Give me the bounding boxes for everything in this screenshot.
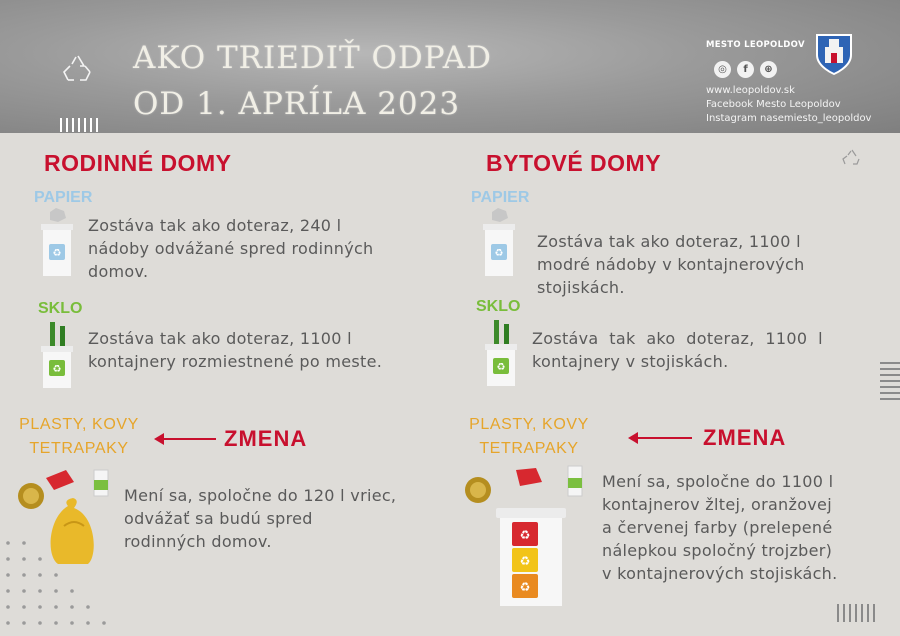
category-label-paper: PAPIER	[471, 189, 530, 206]
svg-text:♻: ♻	[519, 554, 531, 568]
plastic-label-line1: PLASTY, KOVY	[469, 416, 589, 433]
glass-text-line2: kontajnery rozmiestnené po meste.	[88, 352, 383, 371]
recycle-icon	[60, 52, 96, 86]
social-icons	[714, 61, 777, 78]
plastic-text-line3: a červenej farby (prelepené	[602, 518, 833, 537]
plastic-text-line1: Mení sa, spoločne do 120 l vriec,	[124, 486, 397, 505]
facebook-icon[interactable]: f	[737, 61, 754, 78]
svg-text:♻: ♻	[519, 528, 531, 542]
decorative-stripes	[60, 118, 98, 132]
plastic-text-line2: kontajnerov žltej, oranžovej	[602, 495, 832, 514]
plastic-text-line5: v kontajnerových stojiskách.	[602, 564, 838, 583]
facebook-link[interactable]: Facebook Mesto Leopoldov	[706, 99, 841, 110]
svg-text:♻: ♻	[52, 248, 62, 259]
paper-text-line3: domov.	[88, 262, 149, 281]
page-title-line2: OD 1. APRÍLA 2023	[133, 86, 461, 122]
svg-text:♻: ♻	[494, 248, 504, 259]
section-title-family-houses: RODINNÉ DOMY	[44, 150, 232, 176]
decorative-stripes	[837, 604, 875, 622]
arrow-left-icon	[630, 437, 692, 439]
svg-text:♻: ♻	[52, 364, 62, 375]
town-crest-icon	[815, 29, 853, 75]
instagram-icon[interactable]: ◎	[714, 61, 731, 78]
svg-text:♻: ♻	[519, 580, 531, 594]
category-label-glass: SKLO	[476, 298, 521, 315]
paper-text-line2: modré nádoby v kontajnerových	[537, 255, 805, 274]
arrow-left-icon	[156, 438, 216, 440]
section-title-apartment-buildings: BYTOVÉ DOMY	[486, 150, 662, 176]
glass-text-line1: Zostáva tak ako doteraz, 1100 l	[532, 329, 823, 348]
glass-text-line1: Zostáva tak ako doteraz, 1100 l	[88, 329, 352, 348]
tri-container-icon	[464, 464, 590, 610]
decorative-dots	[0, 535, 110, 635]
instagram-link[interactable]: Instagram nasemiesto_leopoldov	[706, 113, 872, 124]
paper-text-line1: Zostáva tak ako doteraz, 240 l	[88, 216, 342, 235]
town-name: MESTO LEOPOLDOV	[706, 40, 805, 50]
category-label-plastic	[14, 413, 144, 461]
plastic-text-line3: rodinných domov.	[124, 532, 272, 551]
page-title-line1: AKO TRIEDIŤ ODPAD	[133, 40, 493, 76]
recycle-icon	[842, 148, 862, 168]
glass-bin-icon	[482, 318, 520, 388]
paper-text-line2: nádoby odvážané spred rodinných	[88, 239, 374, 258]
paper-text-line3: stojiskách.	[537, 278, 625, 297]
decorative-stripes	[880, 362, 900, 400]
plastic-label-line2: TETRAPAKY	[29, 440, 129, 457]
paper-bin-icon	[480, 208, 518, 280]
plastic-text-line1: Mení sa, spoločne do 1100 l	[602, 472, 834, 491]
category-label-glass: SKLO	[38, 300, 83, 317]
change-label: ZMENA	[703, 425, 787, 450]
category-label-paper: PAPIER	[34, 189, 93, 206]
svg-text:♻: ♻	[496, 362, 506, 373]
plastic-text-line4: nálepkou spoločný trojzber)	[602, 541, 833, 560]
globe-icon[interactable]: ⊕	[760, 61, 777, 78]
website-link[interactable]: www.leopoldov.sk	[706, 85, 795, 96]
plastic-label-line1: PLASTY, KOVY	[19, 416, 139, 433]
plastic-label-line2: TETRAPAKY	[479, 440, 579, 457]
paper-text-line1: Zostáva tak ako doteraz, 1100 l	[537, 232, 801, 251]
glass-text-line2: kontajnery v stojiskách.	[532, 352, 729, 371]
paper-bin-icon	[38, 208, 76, 280]
change-label: ZMENA	[224, 426, 308, 451]
plastic-text-line2: odvážať sa budú spred	[124, 509, 313, 528]
category-label-plastic	[464, 413, 594, 461]
glass-bin-icon	[38, 320, 76, 390]
